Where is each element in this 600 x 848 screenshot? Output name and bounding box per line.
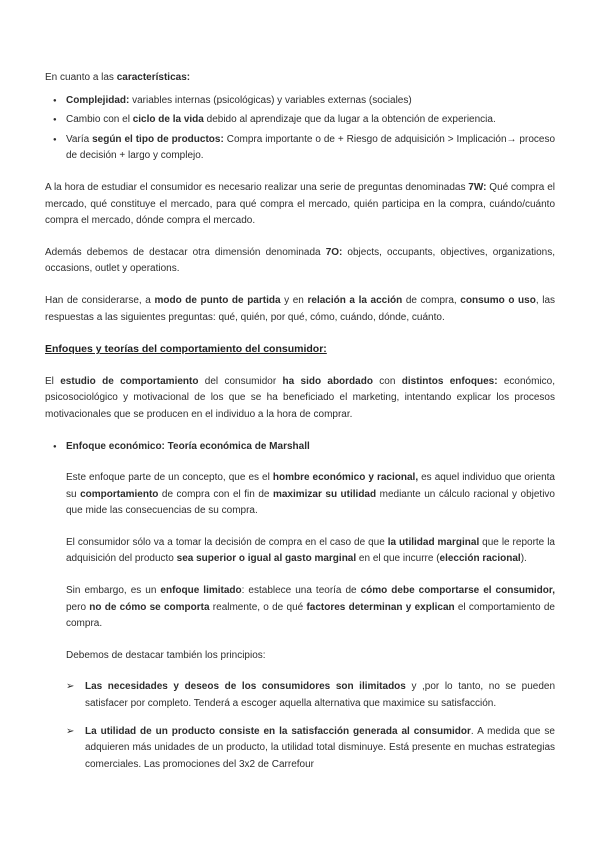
para-7o [45, 245, 555, 278]
text-segment: mediante un cálculo racional y objetivo que mide las consecuencias de su compra. [66, 488, 555, 517]
list-item [66, 679, 555, 712]
para-hombre-economico [66, 470, 555, 520]
principios-list [66, 679, 555, 773]
text-segment: de compra con el fin de [158, 488, 273, 500]
list-item-text [85, 724, 555, 774]
text-segment: : establece una teoría de [241, 585, 361, 597]
list-item-text [66, 93, 555, 110]
text-segment: realmente, o de qué [209, 601, 307, 613]
text-segment: ciclo de la vida [132, 114, 204, 126]
text-segment: que le reporte la adquisición del producto [66, 536, 555, 565]
text-segment: características: [116, 72, 191, 83]
text-segment: en el que incurre ( [356, 553, 440, 565]
list-item [66, 724, 555, 774]
text-segment: pero [66, 601, 90, 613]
section-heading-enfoques: Enfoques y teorías del comportamiento del consumidor: [45, 343, 327, 356]
text-segment: comportamiento [80, 488, 159, 500]
enfoques-list [45, 439, 555, 456]
text-segment: hombre económico y racional, [272, 472, 419, 484]
text-segment: variables internas (psicológicas) y variables externas (sociales) [129, 94, 412, 106]
text-segment: Varía [66, 133, 93, 145]
text-segment: el comportamiento de compra. [66, 601, 555, 630]
text-segment: y ,por lo tanto, no se pueden satisfacer por completo. Tenderá a escoger aquella alternativa que maximice su satisfacción. [85, 681, 556, 710]
caracteristicas-list [45, 93, 555, 165]
para-7w [45, 180, 555, 230]
bullet-icon: ● [53, 117, 57, 124]
list-item-text [66, 112, 555, 129]
para-enfoque-limitado [66, 583, 555, 633]
list-item-text [85, 679, 555, 712]
text-segment: no de cómo se comporta [89, 601, 210, 613]
text-segment: relación a la acción [307, 294, 403, 306]
bullet-icon: ● [53, 443, 57, 450]
text-segment: A la hora de estudiar el consumidor es necesario realizar una serie de preguntas denominadas [45, 181, 469, 193]
text-segment: ). [520, 553, 527, 565]
text-segment: distintos enfoques: [401, 375, 498, 387]
text-segment: económico, psicosociológico y motivacional de los que se ha beneficiado el marketing, intentando explicar los procesos motivacionales que se producen en el individuo a la hora de comprar. [45, 375, 556, 420]
list-item [45, 132, 555, 165]
text-segment: Compra importante o de + Riesgo de adquisición > Implicación→ proceso de decisión + largo y complejo. [66, 133, 556, 162]
text-segment: del consumidor [198, 375, 283, 387]
text-segment: El [45, 375, 61, 387]
para-principios-intro [66, 648, 555, 665]
para-utilidad-marginal [66, 535, 555, 568]
text-segment: El consumidor sólo va a tomar la decisión de compra en el caso de que [66, 536, 388, 548]
text-segment: Complejidad: [66, 94, 130, 106]
bullet-icon: ● [53, 136, 57, 143]
text-segment: elección racional [439, 553, 521, 565]
enfoque-economico-section [66, 470, 555, 773]
para-enfoques-intro [45, 374, 555, 424]
text-segment: Enfoque económico: Teoría económica de Marshall [66, 440, 310, 452]
text-segment: con [372, 375, 402, 387]
para-punto-partida [45, 293, 555, 326]
list-item-enfoque-economico [45, 439, 555, 456]
list-item [45, 112, 555, 129]
text-segment: según el tipo de productos: [92, 133, 224, 145]
text-segment: objects, occupants, objectives, organizations, occasions, outlet y operations. [45, 246, 555, 275]
text-segment: es aquel individuo que orienta su [66, 472, 555, 500]
text-segment: Las necesidades y deseos de los consumidores son ilimitados [85, 681, 406, 693]
text-segment: enfoque limitado [160, 585, 242, 597]
list-item [45, 93, 555, 110]
text-segment: Además debemos de destacar otra dimensión denominada [45, 246, 326, 258]
text-segment: estudio de comportamiento [60, 375, 199, 387]
text-segment: cómo debe comportarse el consumidor, [360, 585, 556, 597]
text-segment: La utilidad de un producto consiste en la satisfacción generada al consumidor [85, 725, 471, 737]
para-caracteristicas-intro [45, 70, 555, 87]
text-segment: Cambio con el [66, 114, 133, 126]
text-segment: Debemos de destacar también los principios: [66, 649, 266, 661]
text-segment: y en [280, 294, 308, 306]
text-segment: factores determinan y explican [306, 601, 455, 613]
text-segment: En cuanto a las [45, 72, 117, 83]
text-segment: consumo o uso [460, 294, 536, 306]
arrow-bullet-icon: ➢ [66, 681, 75, 693]
text-segment: Este enfoque parte de un concepto, que es el [66, 472, 273, 484]
text-segment: modo de punto de partida [154, 294, 281, 306]
arrow-bullet-icon: ➢ [66, 725, 75, 737]
text-segment: ha sido abordado [282, 375, 373, 387]
text-segment: , las respuestas a las siguientes preguntas: qué, quién, por qué, cómo, cuándo, dónde, cuánto. [45, 294, 556, 323]
text-segment: 7W: [468, 181, 487, 193]
text-segment: la utilidad marginal [387, 536, 480, 548]
text-segment: 7O: [325, 246, 343, 258]
text-segment: debido al aprendizaje que da lugar a la obtención de experiencia. [203, 114, 496, 126]
text-segment: de compra, [402, 294, 461, 306]
text-segment: maximizar su utilidad [272, 488, 377, 500]
text-segment: Han de considerarse, a [45, 294, 155, 306]
list-item-text [66, 132, 555, 165]
text-segment: . A medida que se adquieren más unidades de un producto, la utilidad total disminuye. Está presente en muchas estrategias comerciales. Las promociones del 3x2 de Carrefour [85, 725, 555, 770]
bullet-icon: ● [53, 97, 57, 104]
text-segment: Sin embargo, es un [66, 585, 161, 597]
list-item-text [66, 439, 555, 456]
text-segment: sea superior o igual al gasto marginal [176, 553, 357, 565]
text-segment: Qué compra el mercado, qué constituye el mercado, para qué compra el mercado, quién participa en la compra, cuándo/cuánto compra el mercado, dónde compra el mercado. [45, 181, 555, 227]
